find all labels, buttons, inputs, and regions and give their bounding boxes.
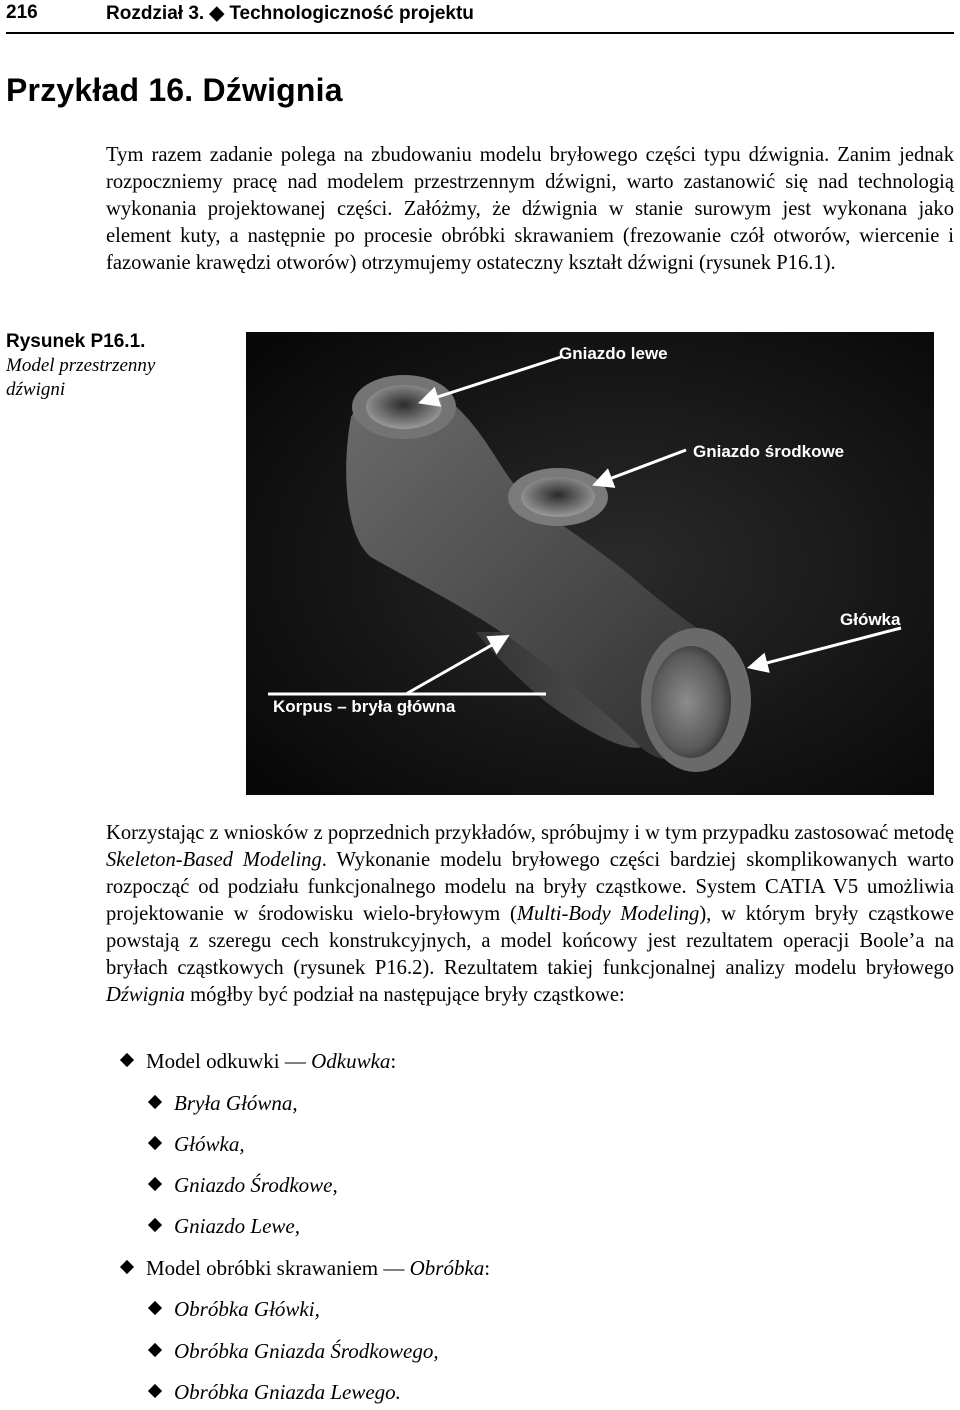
list-item-text: Gniazdo Lewe, (174, 1214, 300, 1238)
list-item (150, 1380, 401, 1405)
list-item (150, 1091, 298, 1116)
lever-figure (246, 332, 934, 795)
lever-3d-model (246, 332, 934, 795)
text-run: Korzystając z wniosków z poprzednich przykładów, spróbujmy i w tym przypadku zastosować metodę (106, 822, 954, 844)
page-number: 216 (6, 2, 38, 23)
callout-body: Korpus – bryła główna (273, 697, 456, 716)
list-item (150, 1339, 439, 1364)
diamond-bullet-icon (148, 1343, 162, 1357)
diamond-bullet-icon (148, 1218, 162, 1232)
list-item-text: Model odkuwki — (146, 1049, 312, 1073)
diamond-bullet-icon (120, 1053, 134, 1067)
list-item (150, 1132, 245, 1157)
figure-label: Rysunek P16.1. (6, 331, 146, 352)
text-run: ), w którym bryły cząstkowe powstają z szeregu cech konstrukcyjnych, a model końcowy jest rezultatem operacji Boole’a na bryłach cząstkowych (rysunek P16.2). Rezultatem takiej funkcjonalnej analizy modelu bryłowego (106, 903, 954, 979)
diamond-bullet-icon (148, 1095, 162, 1109)
list-item-text: Obróbka Gniazda Lewego. (174, 1380, 401, 1404)
list-item (150, 1297, 320, 1322)
header-rule (6, 32, 954, 34)
diamond-bullet-icon (148, 1177, 162, 1191)
list-item-text: Obróbka Gniazda Środkowego, (174, 1339, 439, 1363)
term-skeleton-based: Skeleton-Based Modeling (106, 849, 322, 871)
running-header (6, 2, 954, 28)
intro-paragraph (106, 142, 954, 277)
list-item-text: Gniazdo Środkowe, (174, 1173, 338, 1197)
diamond-bullet-icon (148, 1136, 162, 1150)
term-dzwignia: Dźwignia (106, 984, 185, 1006)
list-item (150, 1173, 338, 1198)
term-multi-body: Multi-Body Modeling (516, 903, 700, 925)
text-run: mógłby być podział na następujące bryły cząstkowe: (184, 984, 625, 1006)
list-item-name: Odkuwka (311, 1049, 391, 1073)
list-item-name: Obróbka (409, 1256, 485, 1280)
section-title: Przykład 16. Dźwignia (6, 72, 343, 108)
callout-head: Główka (840, 610, 901, 629)
intro-text: Tym razem zadanie polega na zbudowaniu modelu bryłowego części typu dźwignia. Zanim jednak rozpoczniemy pracę nad modelem przestrzennym dźwigni, warto zastanowić się nad technologią wykonania projektowanej części. Załóżmy, że dźwignia w stanie surowym jest wykonana jako element kuty, a następnie po procesie obróbki skrawaniem (frezowanie czół otworów, wiercenie i fazowanie krawędzi otworów) otrzymujemy ostateczny kształt dźwigni (rysunek P16.1). (106, 144, 954, 274)
middle-socket-hole (521, 477, 595, 517)
head-bore (651, 646, 731, 758)
list-item-machining (122, 1256, 490, 1281)
list-item-text: Główka, (174, 1132, 245, 1156)
callout-middle-socket: Gniazdo środkowe (693, 442, 845, 461)
list-item-text: Model obróbki skrawaniem — (146, 1256, 410, 1280)
list-item-suffix: : (390, 1049, 397, 1073)
diamond-bullet-icon (148, 1301, 162, 1315)
list-item-text: Obróbka Główki, (174, 1297, 320, 1321)
list-item (150, 1214, 300, 1239)
list-item-forging (122, 1049, 396, 1074)
list-item-text: Bryła Główna, (174, 1091, 298, 1115)
second-text (106, 820, 954, 1009)
callout-left-socket: Gniazdo lewe (559, 344, 668, 363)
diamond-bullet-icon (148, 1384, 162, 1398)
second-paragraph (106, 820, 954, 1009)
chapter-title: Rozdział 3. ◆ Technologiczność projektu (106, 3, 474, 24)
text-run: . Wykonanie modelu bryłowego części bardziej skomplikowanych warto rozpocząć od podziału funkcjonalnego modelu na bryły cząstkowe. System CATIA V5 umożliwia projektowanie w środowisku wielo-bryłowym ( (106, 849, 954, 925)
figure-caption-text: Model przestrzenny dźwigni (6, 355, 156, 400)
left-socket-hole (366, 385, 442, 429)
list-item-suffix: : (484, 1256, 491, 1280)
figure-caption (6, 330, 191, 402)
diamond-bullet-icon (120, 1260, 134, 1274)
